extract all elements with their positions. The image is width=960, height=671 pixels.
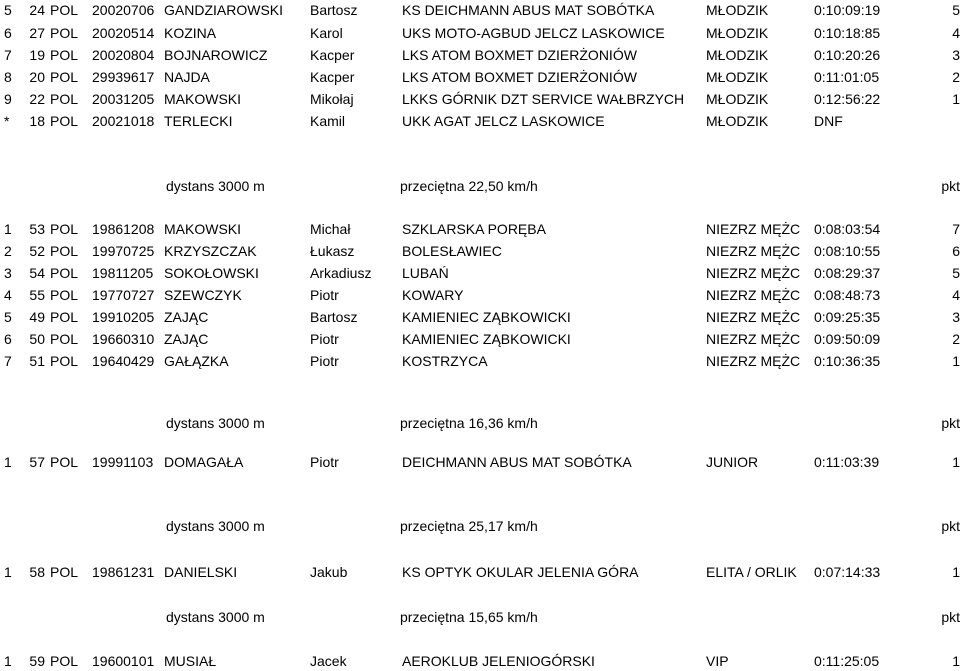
place-cell: 7: [4, 353, 12, 369]
club-cell: LKS ATOM BOXMET DZIERŻONIÓW: [402, 69, 637, 85]
points-cell: 1: [952, 564, 960, 580]
surname-cell: GANDZIAROWSKI: [164, 2, 284, 18]
points-header-label: pkt: [941, 518, 960, 534]
firstname-cell: Michał: [310, 221, 351, 237]
result-row: [0, 241, 960, 261]
points-cell: 5: [952, 265, 960, 281]
category-cell: NIEZRZ MĘŻC: [706, 243, 801, 259]
club-cell: LUBAŃ: [402, 265, 449, 281]
category-cell: NIEZRZ MĘŻC: [706, 353, 801, 369]
time-cell: 0:08:29:37: [814, 265, 881, 281]
surname-cell: MAKOWSKI: [164, 91, 242, 107]
result-row: [0, 219, 960, 239]
nationality-cell: POL: [50, 221, 79, 237]
place-cell: 2: [4, 243, 12, 259]
category-cell: NIEZRZ MĘŻC: [706, 309, 801, 325]
license-cell: 19770727: [92, 287, 155, 303]
firstname-cell: Kacper: [310, 69, 355, 85]
license-cell: 20020804: [92, 47, 155, 63]
points-header-label: pkt: [941, 415, 960, 431]
club-cell: UKS MOTO-AGBUD JELCZ LASKOWICE: [402, 25, 665, 41]
surname-cell: MAKOWSKI: [164, 221, 242, 237]
start-number-cell: 50: [29, 331, 45, 347]
license-cell: 19861208: [92, 221, 155, 237]
nationality-cell: POL: [50, 353, 79, 369]
section-header: [0, 607, 960, 627]
result-row: [0, 452, 960, 472]
club-cell: LKKS GÓRNIK DZT SERVICE WAŁBRZYCH: [402, 91, 685, 107]
place-cell: 4: [4, 287, 12, 303]
start-number-cell: 52: [29, 243, 45, 259]
place-cell: 6: [4, 331, 12, 347]
points-cell: 3: [952, 309, 960, 325]
nationality-cell: POL: [50, 564, 79, 580]
category-cell: JUNIOR: [706, 454, 759, 470]
firstname-cell: Bartosz: [310, 2, 358, 18]
time-cell: 0:10:20:26: [814, 47, 881, 63]
nationality-cell: POL: [50, 113, 79, 129]
club-cell: BOLESŁAWIEC: [402, 243, 502, 259]
nationality-cell: POL: [50, 91, 79, 107]
result-row: [0, 263, 960, 283]
result-row: [0, 351, 960, 371]
club-cell: DEICHMANN ABUS MAT SOBÓTKA: [402, 454, 632, 470]
surname-cell: TERLECKI: [164, 113, 233, 129]
surname-cell: KOZINA: [164, 25, 217, 41]
license-cell: 19640429: [92, 353, 155, 369]
time-cell: 0:11:03:39: [814, 454, 880, 470]
nationality-cell: POL: [50, 309, 79, 325]
distance-label: dystans 3000 m: [166, 178, 265, 194]
start-number-cell: 54: [29, 265, 45, 281]
points-cell: 7: [952, 221, 960, 237]
average-speed-label: przeciętna 22,50 km/h: [400, 178, 538, 194]
license-cell: 20021018: [92, 113, 155, 129]
place-cell: 5: [4, 309, 12, 325]
start-number-cell: 49: [29, 309, 45, 325]
points-cell: 1: [952, 91, 960, 107]
firstname-cell: Karol: [310, 25, 343, 41]
average-speed-label: przeciętna 15,65 km/h: [400, 609, 538, 625]
category-cell: MŁODZIK: [706, 113, 769, 129]
result-row: [0, 651, 960, 671]
place-cell: 8: [4, 69, 12, 85]
nationality-cell: POL: [50, 331, 79, 347]
points-cell: 4: [952, 287, 960, 303]
firstname-cell: Piotr: [310, 287, 339, 303]
firstname-cell: Piotr: [310, 353, 339, 369]
place-cell: 3: [4, 265, 12, 281]
surname-cell: ZAJĄC: [164, 331, 209, 347]
place-cell: 1: [4, 454, 12, 470]
club-cell: SZKLARSKA PORĘBA: [402, 221, 546, 237]
club-cell: KS OPTYK OKULAR JELENIA GÓRA: [402, 564, 639, 580]
time-cell: 0:11:01:05: [814, 69, 880, 85]
surname-cell: ZAJĄC: [164, 309, 209, 325]
points-cell: 2: [952, 331, 960, 347]
points-header-label: pkt: [941, 609, 960, 625]
category-cell: VIP: [706, 653, 729, 669]
category-cell: MŁODZIK: [706, 69, 769, 85]
points-cell: 1: [952, 454, 960, 470]
time-cell: 0:08:48:73: [814, 287, 881, 303]
firstname-cell: Piotr: [310, 454, 339, 470]
result-row: [0, 285, 960, 305]
surname-cell: SZEWCZYK: [164, 287, 242, 303]
nationality-cell: POL: [50, 265, 79, 281]
points-cell: 4: [952, 25, 960, 41]
time-cell: 0:08:10:55: [814, 243, 881, 259]
club-cell: KAMIENIEC ZĄBKOWICKI: [402, 331, 571, 347]
nationality-cell: POL: [50, 653, 79, 669]
firstname-cell: Mikołaj: [310, 91, 354, 107]
result-row: [0, 67, 960, 87]
category-cell: NIEZRZ MĘŻC: [706, 287, 801, 303]
club-cell: KAMIENIEC ZĄBKOWICKI: [402, 309, 571, 325]
section-header: [0, 176, 960, 196]
license-cell: 19991103: [92, 454, 154, 470]
time-cell: 0:09:25:35: [814, 309, 881, 325]
club-cell: KOSTRZYCA: [402, 353, 488, 369]
result-row: [0, 0, 960, 20]
category-cell: MŁODZIK: [706, 25, 769, 41]
place-cell: *: [4, 113, 10, 129]
place-cell: 1: [4, 221, 12, 237]
surname-cell: SOKOŁOWSKI: [164, 265, 259, 281]
license-cell: 19910205: [92, 309, 155, 325]
result-row: [0, 23, 960, 43]
start-number-cell: 57: [29, 454, 45, 470]
start-number-cell: 59: [29, 653, 45, 669]
category-cell: MŁODZIK: [706, 47, 769, 63]
place-cell: 1: [4, 564, 12, 580]
firstname-cell: Jacek: [310, 653, 347, 669]
place-cell: 9: [4, 91, 12, 107]
surname-cell: DANIELSKI: [164, 564, 238, 580]
average-speed-label: przeciętna 16,36 km/h: [400, 415, 538, 431]
points-header-label: pkt: [941, 178, 960, 194]
surname-cell: NAJDA: [164, 69, 210, 85]
place-cell: 6: [4, 25, 12, 41]
surname-cell: DOMAGAŁA: [164, 454, 244, 470]
nationality-cell: POL: [50, 47, 79, 63]
section-header: [0, 413, 960, 433]
category-cell: NIEZRZ MĘŻC: [706, 221, 801, 237]
firstname-cell: Piotr: [310, 331, 339, 347]
firstname-cell: Jakub: [310, 564, 348, 580]
license-cell: 20031205: [92, 91, 155, 107]
start-number-cell: 27: [29, 25, 45, 41]
nationality-cell: POL: [50, 454, 79, 470]
time-cell: 0:09:50:09: [814, 331, 881, 347]
firstname-cell: Kacper: [310, 47, 355, 63]
club-cell: KOWARY: [402, 287, 464, 303]
club-cell: UKK AGAT JELCZ LASKOWICE: [402, 113, 605, 129]
distance-label: dystans 3000 m: [166, 415, 265, 431]
category-cell: MŁODZIK: [706, 91, 769, 107]
result-row: [0, 562, 960, 582]
surname-cell: KRZYSZCZAK: [164, 243, 257, 259]
surname-cell: GAŁĄZKA: [164, 353, 229, 369]
license-cell: 29939617: [92, 69, 155, 85]
license-cell: 19660310: [92, 331, 155, 347]
result-row: [0, 89, 960, 109]
time-cell: 0:10:36:35: [814, 353, 881, 369]
license-cell: 19970725: [92, 243, 155, 259]
nationality-cell: POL: [50, 287, 79, 303]
time-cell: 0:10:09:19: [814, 2, 881, 18]
start-number-cell: 53: [29, 221, 45, 237]
nationality-cell: POL: [50, 2, 79, 18]
place-cell: 5: [4, 2, 12, 18]
license-cell: 19861231: [92, 564, 155, 580]
start-number-cell: 20: [29, 69, 45, 85]
category-cell: NIEZRZ MĘŻC: [706, 331, 801, 347]
points-cell: 2: [952, 69, 960, 85]
time-cell: 0:07:14:33: [814, 564, 881, 580]
points-cell: 3: [952, 47, 960, 63]
place-cell: 1: [4, 653, 12, 669]
club-cell: LKS ATOM BOXMET DZIERŻONIÓW: [402, 47, 637, 63]
distance-label: dystans 3000 m: [166, 609, 265, 625]
time-cell: DNF: [814, 113, 843, 129]
license-cell: 19811205: [92, 265, 154, 281]
license-cell: 19600101: [92, 653, 155, 669]
time-cell: 0:10:18:85: [814, 25, 881, 41]
result-row: [0, 329, 960, 349]
nationality-cell: POL: [50, 25, 79, 41]
result-row: [0, 307, 960, 327]
points-cell: 5: [952, 2, 960, 18]
result-row: [0, 45, 960, 65]
firstname-cell: Bartosz: [310, 309, 358, 325]
start-number-cell: 22: [29, 91, 45, 107]
section-header: [0, 516, 960, 536]
distance-label: dystans 3000 m: [166, 518, 265, 534]
surname-cell: MUSIAŁ: [164, 653, 217, 669]
start-number-cell: 55: [29, 287, 45, 303]
time-cell: 0:12:56:22: [814, 91, 881, 107]
firstname-cell: Łukasz: [310, 243, 355, 259]
category-cell: NIEZRZ MĘŻC: [706, 265, 801, 281]
surname-cell: BOJNAROWICZ: [164, 47, 268, 63]
firstname-cell: Arkadiusz: [310, 265, 372, 281]
start-number-cell: 24: [29, 2, 45, 18]
points-cell: 1: [952, 653, 960, 669]
club-cell: AEROKLUB JELENIOGÓRSKI: [402, 653, 595, 669]
points-cell: 6: [952, 243, 960, 259]
firstname-cell: Kamil: [310, 113, 346, 129]
nationality-cell: POL: [50, 69, 79, 85]
category-cell: ELITA / ORLIK: [706, 564, 797, 580]
category-cell: MŁODZIK: [706, 2, 769, 18]
start-number-cell: 18: [29, 113, 45, 129]
license-cell: 20020706: [92, 2, 155, 18]
average-speed-label: przeciętna 25,17 km/h: [400, 518, 538, 534]
result-row: [0, 111, 960, 131]
place-cell: 7: [4, 47, 12, 63]
time-cell: 0:11:25:05: [814, 653, 880, 669]
start-number-cell: 19: [29, 47, 45, 63]
time-cell: 0:08:03:54: [814, 221, 881, 237]
club-cell: KS DEICHMANN ABUS MAT SOBÓTKA: [402, 2, 655, 18]
start-number-cell: 58: [29, 564, 45, 580]
nationality-cell: POL: [50, 243, 79, 259]
license-cell: 20020514: [92, 25, 155, 41]
start-number-cell: 51: [29, 353, 45, 369]
points-cell: 1: [952, 353, 960, 369]
